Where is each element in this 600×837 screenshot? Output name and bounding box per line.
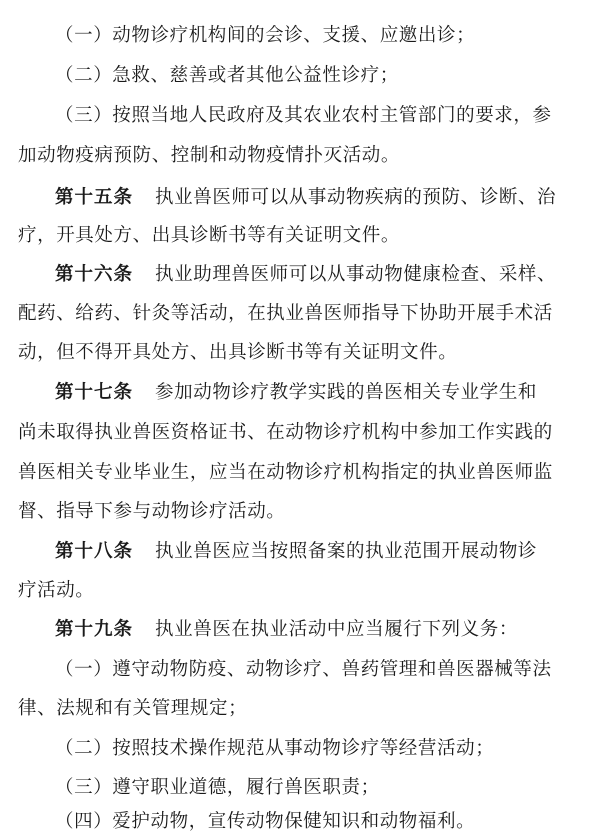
article-17-line-4: 督、指导下参与动物诊疗活动。 <box>18 501 286 522</box>
article-17-line-2: 尚未取得执业兽医资格证书、在动物诊疗机构中参加工作实践的 <box>18 422 553 443</box>
article-19-item-3: （三）遵守职业道德，履行兽医职责； <box>55 777 380 798</box>
article-16-line-1 <box>0 263 600 287</box>
article-19-text: 执业兽医在执业活动中应当履行下列义务： <box>155 619 518 640</box>
article-18-line-1 <box>0 540 600 564</box>
article-18-text: 执业兽医应当按照备案的执业范围开展动物诊 <box>155 541 538 562</box>
article-16-line-3: 动，但不得开具处方、出具诊断书等有关证明文件。 <box>18 342 458 363</box>
article-19-item-2: （二）按照技术操作规范从事动物诊疗等经营活动； <box>55 738 495 759</box>
article-15-line-1 <box>0 186 600 210</box>
article-16-line-2: 配药、给药、针灸等活动，在执业兽医师指导下协助开展手术活 <box>18 303 553 324</box>
article-17-number: 第十七条 <box>55 382 134 403</box>
article-19-line-1 <box>0 618 600 642</box>
article-18-line-2: 疗活动。 <box>18 580 95 601</box>
article-19-item-4: （四）爱护动物，宣传动物保健知识和动物福利。 <box>55 811 476 832</box>
article-16-text: 执业助理兽医师可以从事动物健康检查、采样、 <box>155 264 557 285</box>
article-15-number: 第十五条 <box>55 187 134 208</box>
article-18-number: 第十八条 <box>55 541 134 562</box>
article-17-text: 参加动物诊疗教学实践的兽医相关专业学生和 <box>155 382 538 403</box>
list-item-3-line-2: 加动物疫病预防、控制和动物疫情扑灭活动。 <box>18 145 401 166</box>
article-17-line-1 <box>0 381 600 405</box>
article-17-line-3: 兽医相关专业毕业生，应当在动物诊疗机构指定的执业兽医师监 <box>18 462 553 483</box>
article-19-number: 第十九条 <box>55 619 134 640</box>
article-19-item-1-line-2: 律、法规和有关管理规定； <box>18 698 248 719</box>
article-16-number: 第十六条 <box>55 264 134 285</box>
article-15-text: 执业兽医师可以从事动物疾病的预防、诊断、治 <box>155 187 557 208</box>
list-item-1: （一）动物诊疗机构间的会诊、支援、应邀出诊； <box>55 25 476 46</box>
article-15-line-2: 疗，开具处方、出具诊断书等有关证明文件。 <box>18 225 401 246</box>
list-item-2: （二）急救、慈善或者其他公益性诊疗； <box>55 65 399 86</box>
article-19-item-1-line-1: （一）遵守动物防疫、动物诊疗、兽药管理和兽医器械等法 <box>55 659 552 680</box>
list-item-3-line-1: （三）按照当地人民政府及其农业农村主管部门的要求，参 <box>55 105 552 126</box>
